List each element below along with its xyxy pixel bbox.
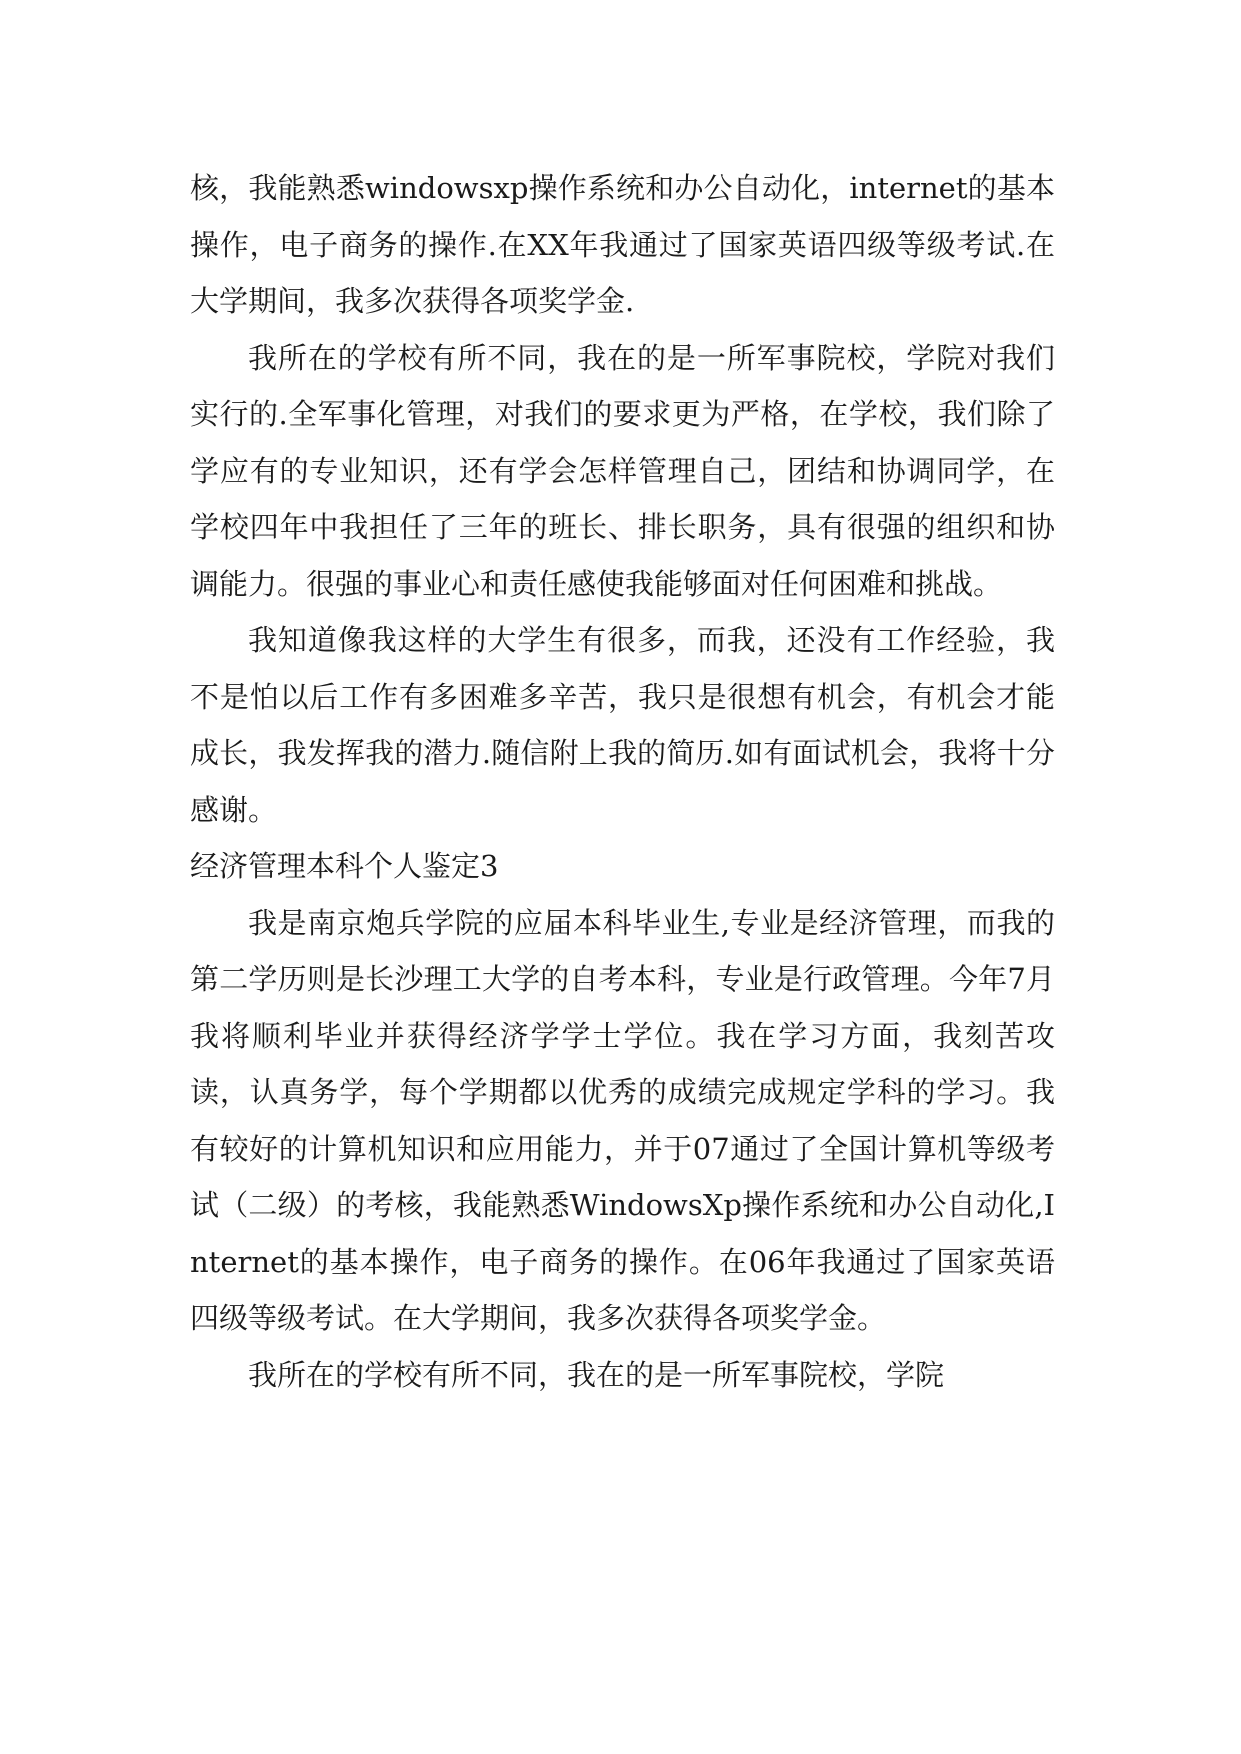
paragraph-school-military: 我所在的学校有所不同，我在的是一所军事院校，学院对我们实行的.全军事化管理，对我们的要求更为严格，在学校，我们除了学应有的专业知识，还有学会怎样管理自己，团结和协调同学，在学校四年中我担任了三年的班长、排长职务，具有很强的组织和协调能力。很强的事业心和责任感使我能够面对任何困难和挑战。 xyxy=(190,340,1055,601)
paragraph-school-military-2: 我所在的学校有所不同，我在的是一所军事院校，学院 xyxy=(248,1357,945,1392)
paragraph-self-intro: 我是南京炮兵学院的应届本科毕业生,专业是经济管理，而我的第二学历则是长沙理工大学的自考本科，专业是行政管理。今年7月我将顺利毕业并获得经济学学士学位。我在学习方面，我刻苦攻读，认真务学，每个学期都以优秀的成绩完成规定学科的学习。我有较好的计算机知识和应用能力，并于07通过了全国计算机等级考试（二级）的考核，我能熟悉WindowsXp操作系统和办公自动化,Internet的基本操作，电子商务的操作。在06年我通过了国家英语四级等级考试。在大学期间，我多次获得各项奖学金。 xyxy=(190,905,1055,1335)
paragraph-intro-continued: 核，我能熟悉windowsxp操作系统和办公自动化，internet的基本操作，电子商务的操作.在XX年我通过了国家英语四级等级考试.在大学期间，我多次获得各项奖学金. xyxy=(190,171,1055,318)
paragraph-closing: 我知道像我这样的大学生有很多，而我，还没有工作经验，我不是怕以后工作有多困难多辛苦，我只是很想有机会，有机会才能成长，我发挥我的潜力.随信附上我的简历.如有面试机会，我将十分感谢。 xyxy=(190,623,1055,827)
document-body xyxy=(190,160,1055,1403)
section-heading: 经济管理本科个人鉴定3 xyxy=(190,849,499,883)
